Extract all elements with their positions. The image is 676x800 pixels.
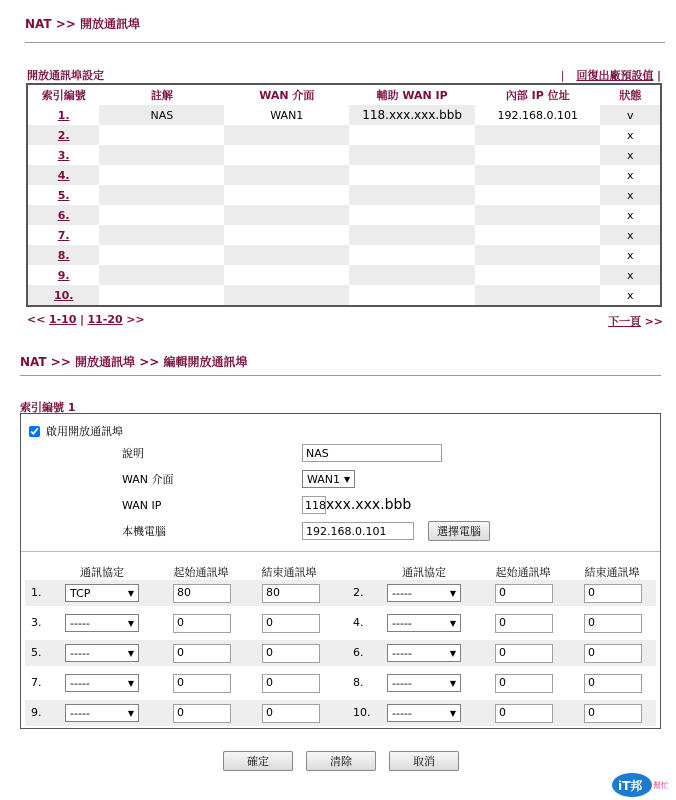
row-status-cell bbox=[600, 105, 661, 125]
end-port-input[interactable]: 0 bbox=[584, 674, 642, 693]
col-header-index: 索引編號 bbox=[41, 89, 86, 102]
row-status-cell bbox=[600, 205, 661, 225]
chevron-down-icon: ▼ bbox=[449, 678, 456, 688]
table-row bbox=[27, 265, 661, 285]
start-port-input[interactable]: 0 bbox=[173, 674, 231, 693]
row-index-link[interactable]: 10. bbox=[53, 288, 74, 302]
pager-prev: << bbox=[27, 313, 46, 326]
protocol-select[interactable] bbox=[65, 584, 139, 602]
protocol-select[interactable] bbox=[65, 704, 139, 722]
end-port-input[interactable]: 0 bbox=[584, 584, 642, 603]
end-port-input[interactable]: 0 bbox=[584, 614, 642, 633]
row-wan-cell bbox=[224, 225, 349, 245]
start-port-input[interactable]: 0 bbox=[495, 674, 553, 693]
wan-select[interactable] bbox=[302, 470, 355, 488]
chevron-down-icon: ▼ bbox=[127, 708, 134, 718]
port-row bbox=[25, 610, 656, 636]
separator: | bbox=[656, 69, 661, 82]
row-status: x bbox=[626, 148, 634, 162]
protocol-select[interactable] bbox=[65, 644, 139, 662]
port-row bbox=[25, 640, 656, 666]
port-row-number: 8. bbox=[353, 676, 364, 689]
end-port-input[interactable]: 0 bbox=[262, 644, 320, 663]
start-port-input[interactable]: 0 bbox=[495, 644, 553, 663]
desc-label: 說明 bbox=[122, 447, 144, 460]
row-wan-cell bbox=[224, 145, 349, 165]
row-comment-cell bbox=[99, 205, 224, 225]
row-aux-ip-cell bbox=[349, 245, 475, 265]
protocol-select[interactable] bbox=[65, 614, 139, 632]
host-row bbox=[122, 520, 490, 542]
row-status-cell bbox=[600, 185, 661, 205]
row-internal-ip-cell bbox=[475, 225, 601, 245]
row-status-cell bbox=[600, 265, 661, 285]
row-internal-ip-cell bbox=[475, 165, 601, 185]
row-index-link[interactable]: 4. bbox=[57, 168, 70, 182]
row-comment-cell bbox=[99, 125, 224, 145]
row-status-cell bbox=[600, 225, 661, 245]
col-header-aux-wan-ip: 輔助 WAN IP bbox=[376, 89, 448, 102]
start-port-input[interactable]: 0 bbox=[173, 614, 231, 633]
next-page-link[interactable]: 下一頁 bbox=[608, 315, 642, 328]
row-internal-ip-cell bbox=[475, 285, 601, 306]
row-internal-ip-cell bbox=[475, 145, 601, 165]
port-row-number: 1. bbox=[31, 586, 42, 599]
col-end-right: 結束通訊埠 bbox=[584, 566, 640, 579]
table-row bbox=[27, 185, 661, 205]
restore-group bbox=[561, 67, 661, 83]
desc-input[interactable]: NAS bbox=[302, 444, 442, 462]
row-index-link-cell[interactable] bbox=[27, 285, 99, 306]
row-status-cell bbox=[600, 165, 661, 185]
chevron-down-icon: ▼ bbox=[127, 678, 134, 688]
section-title: 開放通訊埠設定 bbox=[27, 69, 104, 82]
chevron-down-icon: ▼ bbox=[127, 618, 134, 628]
row-index-link[interactable]: 7. bbox=[57, 228, 70, 242]
wan-label: WAN 介面 bbox=[122, 473, 174, 486]
start-port-input[interactable]: 0 bbox=[495, 704, 553, 723]
start-port-input[interactable]: 0 bbox=[495, 614, 553, 633]
row-status: x bbox=[626, 168, 634, 182]
row-internal-ip-cell bbox=[475, 245, 601, 265]
row-wan-cell bbox=[224, 245, 349, 265]
port-row-number: 4. bbox=[353, 616, 364, 629]
protocol-select-value: ----- bbox=[70, 616, 90, 630]
row-status: x bbox=[626, 128, 634, 142]
table-row bbox=[27, 245, 661, 265]
row-aux-ip-cell bbox=[349, 265, 475, 285]
row-wan-cell bbox=[224, 185, 349, 205]
ithelp-logo bbox=[610, 770, 672, 798]
row-internal-ip-cell bbox=[475, 205, 601, 225]
start-port-input[interactable]: 80 bbox=[173, 584, 231, 603]
end-port-input[interactable]: 0 bbox=[262, 704, 320, 723]
table-row bbox=[27, 125, 661, 145]
row-index-link-cell[interactable] bbox=[27, 265, 99, 285]
row-index-link-cell[interactable] bbox=[27, 205, 99, 225]
restore-defaults-link[interactable]: 回復出廠預設值 bbox=[576, 69, 654, 82]
end-port-input[interactable]: 0 bbox=[584, 644, 642, 663]
protocol-select-value: ----- bbox=[392, 646, 412, 660]
wan-select-value: WAN1 bbox=[307, 472, 341, 486]
row-status-cell bbox=[600, 285, 661, 306]
row-internal-ip-cell bbox=[475, 185, 601, 205]
desc-row bbox=[122, 442, 442, 464]
row-aux-ip-cell bbox=[349, 145, 475, 165]
row-internal-ip-cell bbox=[475, 265, 601, 285]
table-row bbox=[27, 145, 661, 165]
table-section-header bbox=[27, 67, 661, 81]
port-row-number: 5. bbox=[31, 646, 42, 659]
row-status: v bbox=[626, 108, 634, 122]
divider bbox=[20, 375, 661, 376]
start-port-input[interactable]: 0 bbox=[173, 644, 231, 663]
chevron-down-icon: ▼ bbox=[344, 474, 351, 484]
port-row bbox=[25, 670, 656, 696]
choose-pc-button[interactable]: 選擇電腦 bbox=[428, 521, 490, 541]
port-row bbox=[25, 580, 656, 606]
row-comment-cell bbox=[99, 105, 224, 125]
row-aux-ip-cell bbox=[349, 185, 475, 205]
pagination bbox=[27, 313, 663, 327]
row-index-link[interactable]: 5. bbox=[57, 188, 70, 202]
enable-checkbox[interactable] bbox=[29, 426, 40, 437]
row-comment-cell bbox=[99, 245, 224, 265]
port-row-number: 9. bbox=[31, 706, 42, 719]
wanip-row bbox=[122, 494, 411, 516]
row-status: x bbox=[626, 228, 634, 242]
col-proto-right: 通訊協定 bbox=[402, 566, 446, 579]
protocol-select[interactable] bbox=[387, 614, 461, 632]
wanip-label: WAN IP bbox=[122, 498, 162, 512]
row-internal-ip-cell bbox=[475, 125, 601, 145]
wan-row bbox=[122, 468, 355, 490]
row-status: x bbox=[626, 188, 634, 202]
chevron-down-icon: ▼ bbox=[127, 588, 134, 598]
protocol-select-value: ----- bbox=[392, 616, 412, 630]
row-wan-cell bbox=[224, 205, 349, 225]
protocol-select[interactable] bbox=[65, 674, 139, 692]
port-row-number: 7. bbox=[31, 676, 42, 689]
protocol-select-value: ----- bbox=[70, 646, 90, 660]
port-row-number: 2. bbox=[353, 586, 364, 599]
row-comment-cell bbox=[99, 165, 224, 185]
enable-label: 啟用開放通訊埠 bbox=[46, 425, 123, 438]
action-bar bbox=[0, 751, 676, 773]
row-index-link-cell[interactable] bbox=[27, 185, 99, 205]
divider bbox=[25, 42, 665, 43]
col-header-comment: 註解 bbox=[150, 89, 173, 102]
chevron-down-icon: ▼ bbox=[449, 618, 456, 628]
page-range-11-20[interactable]: 11-20 bbox=[87, 313, 123, 326]
separator: | bbox=[79, 313, 84, 326]
row-aux-ip-cell bbox=[349, 165, 475, 185]
port-row bbox=[25, 700, 656, 726]
row-index-link-cell[interactable] bbox=[27, 125, 99, 145]
row-status: x bbox=[626, 208, 634, 222]
row-comment-cell bbox=[99, 225, 224, 245]
ports-header bbox=[21, 564, 660, 580]
row-wan-cell bbox=[224, 105, 349, 125]
row-index-link[interactable]: 9. bbox=[57, 268, 70, 282]
col-header-status: 狀態 bbox=[619, 89, 642, 102]
col-proto-left: 通訊協定 bbox=[80, 566, 124, 579]
protocol-select[interactable] bbox=[387, 644, 461, 662]
port-row-number: 10. bbox=[353, 706, 371, 719]
logo-text-main: iT邦 bbox=[618, 779, 643, 793]
ok-button[interactable]: 確定 bbox=[223, 751, 293, 771]
table-row bbox=[27, 225, 661, 245]
row-status-cell bbox=[600, 245, 661, 265]
protocol-select-value: ----- bbox=[392, 676, 412, 690]
row-status: x bbox=[626, 268, 634, 282]
row-internal-ip-cell bbox=[475, 105, 601, 125]
row-aux-ip-cell bbox=[349, 105, 475, 125]
row-comment-cell bbox=[99, 185, 224, 205]
clear-button[interactable]: 清除 bbox=[306, 751, 376, 771]
protocol-select-value: ----- bbox=[70, 676, 90, 690]
logo-text-sub: 幫忙 bbox=[653, 781, 669, 790]
row-index-link-cell[interactable] bbox=[27, 225, 99, 245]
row-aux-ip-cell bbox=[349, 125, 475, 145]
protocol-select-value: ----- bbox=[392, 706, 412, 720]
chevron-down-icon: ▼ bbox=[127, 648, 134, 658]
protocol-select-value: ----- bbox=[392, 586, 412, 600]
port-row-number: 6. bbox=[353, 646, 364, 659]
host-label: 本機電腦 bbox=[122, 525, 166, 538]
col-start-right: 起始通訊埠 bbox=[495, 566, 551, 579]
chevron-down-icon: ▼ bbox=[449, 588, 456, 598]
end-port-input[interactable]: 0 bbox=[584, 704, 642, 723]
enable-row bbox=[29, 423, 123, 439]
row-status-cell bbox=[600, 145, 661, 165]
protocol-select[interactable] bbox=[387, 584, 461, 602]
row-index-link-cell[interactable] bbox=[27, 245, 99, 265]
row-wan: WAN1 bbox=[270, 108, 304, 122]
row-aux-ip-cell bbox=[349, 225, 475, 245]
page-title: NAT >> 開放通訊埠 bbox=[25, 17, 141, 31]
row-index-link[interactable]: 8. bbox=[57, 248, 70, 262]
chevron-down-icon: ▼ bbox=[449, 708, 456, 718]
table-header-row bbox=[27, 84, 661, 105]
row-comment-cell bbox=[99, 285, 224, 306]
host-ip-input[interactable]: 192.168.0.101 bbox=[302, 522, 414, 540]
row-comment-cell bbox=[99, 145, 224, 165]
row-comment-cell bbox=[99, 265, 224, 285]
table-row bbox=[27, 165, 661, 185]
index-label: 索引編號 1 bbox=[20, 401, 76, 414]
wanip-input[interactable]: 118. bbox=[302, 496, 326, 514]
row-index-link[interactable]: 2. bbox=[57, 128, 70, 142]
page-range-1-10[interactable]: 1-10 bbox=[48, 313, 77, 326]
start-port-input[interactable]: 0 bbox=[173, 704, 231, 723]
open-ports-table bbox=[26, 83, 662, 307]
col-header-wan: WAN 介面 bbox=[259, 89, 315, 102]
col-end-left: 結束通訊埠 bbox=[261, 566, 317, 579]
cancel-button[interactable]: 取消 bbox=[389, 751, 459, 771]
col-start-left: 起始通訊埠 bbox=[173, 566, 229, 579]
row-comment: NAS bbox=[150, 108, 174, 122]
row-internal-ip: 192.168.0.101 bbox=[497, 108, 578, 122]
end-port-input[interactable]: 0 bbox=[262, 674, 320, 693]
edit-page-title: NAT >> 開放通訊埠 >> 編輯開放通訊埠 bbox=[20, 355, 248, 369]
row-status: x bbox=[626, 288, 634, 302]
end-port-input[interactable]: 80 bbox=[262, 584, 320, 603]
pager-next-arrows: >> bbox=[126, 313, 145, 326]
row-index-link[interactable]: 1. bbox=[57, 108, 70, 122]
separator: | bbox=[560, 69, 565, 82]
row-status-cell bbox=[600, 125, 661, 145]
protocol-select[interactable] bbox=[387, 674, 461, 692]
row-aux-ip-cell bbox=[349, 205, 475, 225]
row-index-link[interactable]: 3. bbox=[57, 148, 70, 162]
row-wan-cell bbox=[224, 125, 349, 145]
edit-form bbox=[20, 413, 661, 729]
protocol-select-value: ----- bbox=[70, 706, 90, 720]
port-row-number: 3. bbox=[31, 616, 42, 629]
table-row bbox=[27, 285, 661, 306]
row-index-link-cell[interactable] bbox=[27, 105, 99, 125]
start-port-input[interactable]: 0 bbox=[495, 584, 553, 603]
row-index-link-cell[interactable] bbox=[27, 145, 99, 165]
protocol-select[interactable] bbox=[387, 704, 461, 722]
row-aux-ip-cell bbox=[349, 285, 475, 306]
row-aux-ip: 118.xxx.xxx.bbb bbox=[362, 108, 463, 122]
end-port-input[interactable]: 0 bbox=[262, 614, 320, 633]
pager-next-end: >> bbox=[644, 315, 663, 328]
row-index-link-cell[interactable] bbox=[27, 165, 99, 185]
col-header-internal-ip: 內部 IP 位址 bbox=[505, 89, 570, 102]
row-wan-cell bbox=[224, 165, 349, 185]
row-index-link[interactable]: 6. bbox=[57, 208, 70, 222]
section-divider bbox=[21, 551, 660, 552]
wanip-masked: xxx.xxx.bbb bbox=[326, 497, 412, 513]
row-status: x bbox=[626, 248, 634, 262]
row-wan-cell bbox=[224, 265, 349, 285]
row-wan-cell bbox=[224, 285, 349, 306]
protocol-select-value: TCP bbox=[70, 586, 91, 600]
table-row bbox=[27, 105, 661, 125]
table-row bbox=[27, 205, 661, 225]
chevron-down-icon: ▼ bbox=[449, 648, 456, 658]
